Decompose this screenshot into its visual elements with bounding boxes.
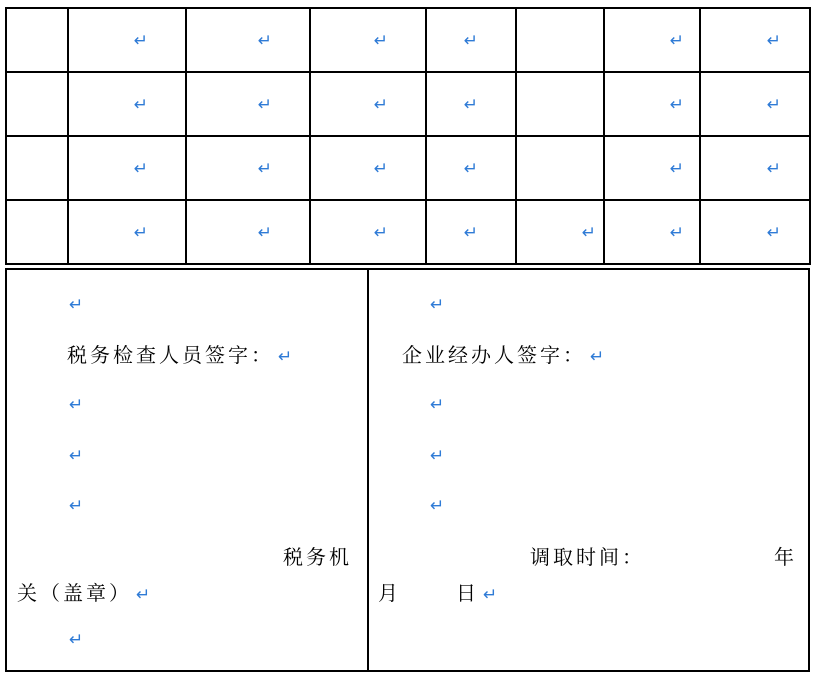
- table-cell[interactable]: [310, 8, 426, 72]
- paragraph-mark-icon: ↵: [766, 95, 781, 115]
- paragraph-mark-icon: ↵: [133, 159, 148, 179]
- table-cell[interactable]: [426, 72, 516, 136]
- month-label: 月: [378, 581, 401, 605]
- table-cell[interactable]: [310, 72, 426, 136]
- table-cell[interactable]: [700, 200, 810, 264]
- year-label: 年: [774, 545, 797, 569]
- paragraph-mark-icon: ↵: [669, 95, 684, 115]
- table-cell[interactable]: [604, 200, 700, 264]
- paragraph-mark-icon: ↵: [430, 395, 445, 415]
- paragraph-mark-icon: ↵: [463, 31, 478, 51]
- paragraph-mark-icon: ↵: [373, 159, 388, 179]
- paragraph-mark-icon: ↵: [133, 95, 148, 115]
- table-cell[interactable]: [700, 136, 810, 200]
- day-label-wrap: [456, 582, 500, 606]
- table-cell[interactable]: [604, 72, 700, 136]
- paragraph-mark-icon: ↵: [669, 223, 684, 243]
- paragraph-mark-icon: ↵: [69, 630, 84, 650]
- table-cell[interactable]: [186, 136, 310, 200]
- table-row: [6, 200, 810, 264]
- table-row: [6, 72, 810, 136]
- table-row: [6, 136, 810, 200]
- paragraph-mark-icon: ↵: [581, 223, 596, 243]
- paragraph-mark-icon: ↵: [257, 95, 272, 115]
- tax-authority-label-line2-wrap: [17, 582, 153, 606]
- table-cell[interactable]: [310, 136, 426, 200]
- table-cell[interactable]: [68, 8, 186, 72]
- paragraph-mark-icon: ↵: [373, 223, 388, 243]
- tax-inspector-signature-panel: [5, 268, 369, 672]
- paragraph-mark-icon: ↵: [430, 295, 445, 315]
- paragraph-mark-icon: ↵: [430, 496, 445, 516]
- table-cell[interactable]: [516, 72, 604, 136]
- paragraph-mark-icon: ↵: [766, 159, 781, 179]
- paragraph-mark-icon: ↵: [373, 95, 388, 115]
- table-cell[interactable]: [6, 200, 68, 264]
- retrieval-time-label: 调取时间：: [530, 545, 645, 569]
- table-cell[interactable]: [426, 136, 516, 200]
- paragraph-mark-icon: ↵: [133, 223, 148, 243]
- paragraph-mark-icon: ↵: [430, 446, 445, 466]
- paragraph-mark-icon: ↵: [463, 159, 478, 179]
- paragraph-mark-icon: ↵: [69, 295, 84, 315]
- enterprise-signature-line: [402, 344, 607, 368]
- paragraph-mark-icon: ↵: [257, 159, 272, 179]
- table-cell[interactable]: [6, 136, 68, 200]
- table-cell[interactable]: [186, 200, 310, 264]
- paragraph-mark-icon: ↵: [69, 496, 84, 516]
- table-cell[interactable]: [68, 136, 186, 200]
- table-cell[interactable]: [700, 72, 810, 136]
- inspector-signature-label: 税务检查人员签字：: [67, 343, 274, 367]
- table-cell[interactable]: [68, 200, 186, 264]
- table-row: [6, 8, 810, 72]
- table-cell[interactable]: [700, 8, 810, 72]
- table-cell[interactable]: [68, 72, 186, 136]
- table-cell[interactable]: [310, 200, 426, 264]
- paragraph-mark-icon: ↵: [669, 159, 684, 179]
- tax-authority-label-line1: 税务机: [283, 545, 352, 569]
- paragraph-mark-icon: ↵: [463, 95, 478, 115]
- table-cell[interactable]: [516, 136, 604, 200]
- paragraph-mark-icon: ↵: [463, 223, 478, 243]
- paragraph-mark-icon: ↵: [590, 347, 608, 367]
- paragraph-mark-icon: ↵: [766, 223, 781, 243]
- paragraph-mark-icon: ↵: [669, 31, 684, 51]
- paragraph-mark-icon: ↵: [257, 223, 272, 243]
- table-cell[interactable]: [186, 72, 310, 136]
- paragraph-mark-icon: ↵: [766, 31, 781, 51]
- day-label: 日: [456, 581, 479, 605]
- paragraph-mark-icon: ↵: [483, 585, 501, 605]
- paragraph-mark-icon: ↵: [136, 585, 154, 605]
- paragraph-mark-icon: ↵: [69, 446, 84, 466]
- paragraph-mark-icon: ↵: [69, 395, 84, 415]
- paragraph-mark-icon: ↵: [278, 347, 296, 367]
- table-cell[interactable]: [426, 8, 516, 72]
- table-cell[interactable]: [516, 8, 604, 72]
- table-cell[interactable]: [6, 8, 68, 72]
- table-cell[interactable]: [186, 8, 310, 72]
- tax-authority-label-line2: 关（盖章）: [17, 581, 132, 605]
- table-cell[interactable]: [6, 72, 68, 136]
- form-grid: [5, 7, 811, 265]
- enterprise-signature-panel: [367, 268, 810, 672]
- table-cell[interactable]: [604, 8, 700, 72]
- paragraph-mark-icon: ↵: [373, 31, 388, 51]
- table-cell[interactable]: [426, 200, 516, 264]
- table-cell[interactable]: [516, 200, 604, 264]
- table-cell[interactable]: [604, 136, 700, 200]
- paragraph-mark-icon: ↵: [257, 31, 272, 51]
- enterprise-signature-label: 企业经办人签字：: [402, 343, 586, 367]
- paragraph-mark-icon: ↵: [133, 31, 148, 51]
- inspector-signature-line: [67, 344, 295, 368]
